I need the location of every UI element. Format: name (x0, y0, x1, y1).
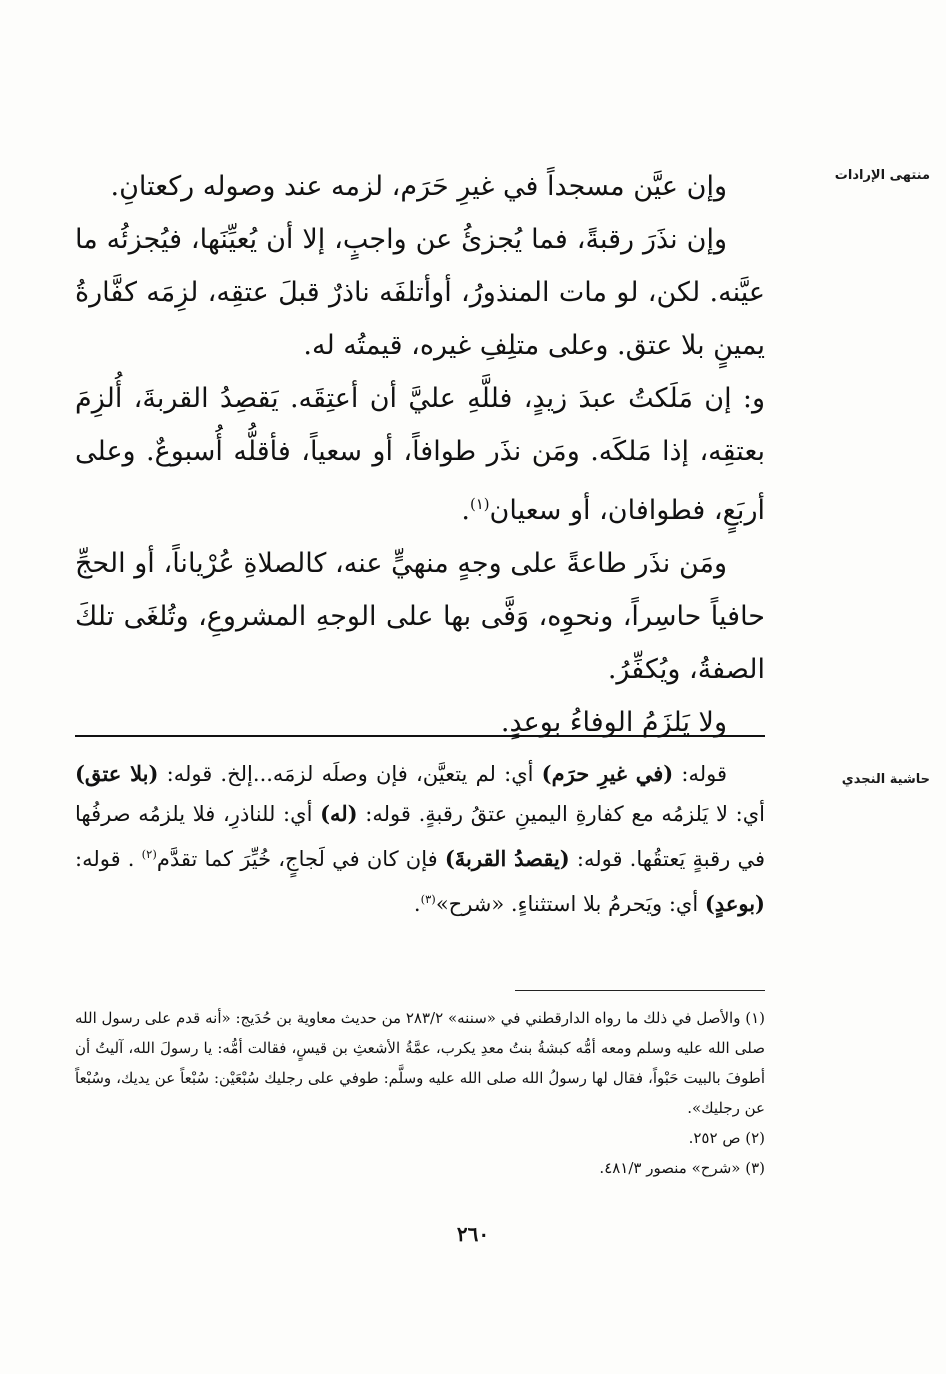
footnote-ref: (٣) (420, 892, 436, 906)
footnote: (٢) ص ٢٥٢. (688, 1129, 765, 1147)
hashiya-text: أي: لا يَلزمُه مع كفارةِ اليمينِ عتقُ رقبةٍ. قوله: (357, 802, 765, 826)
section-divider (75, 735, 765, 737)
main-paragraph: ومَن نذَر طاعةً على وجهٍ منهيٍّ عنه، كالصلاةِ عُرْياناً، أو الحجِّ حافياً حاسِراً، ونحوِه، وَفَّى بها على الوجهِ المشروعِ، وتُلغَى تلكَ الصفةُ، ويُكفِّرُ. (75, 548, 765, 685)
page-number: ٢٦٠ (456, 1222, 490, 1246)
hashiya-text: . (413, 892, 421, 916)
main-paragraph: ولا يَلزَمُ الوفاءُ بوعدٍ. (500, 707, 727, 738)
hashiya-text: قوله: (673, 762, 728, 786)
margin-label-hashiya: حاشية النجدي (841, 772, 930, 787)
footnote-divider (515, 990, 765, 991)
hashiya-text: . قوله: (75, 847, 142, 871)
main-paragraph: وإن عيَّن مسجداً في غيرِ حَرَم، لزمه عند وصوله ركعتانِ. (110, 171, 727, 202)
main-paragraph-text: و: إن مَلَكتُ عبدَ زيدٍ، فللَّهِ عليَّ أن أعتِقَه. يَقصِدُ القربةَ، أُلزِمَ بعتقِه، إذا مَلكَه. ومَن نذَر طوافاً، أو سعياً، فأقلُّه أُسبوعٌ. وعلى أربَعٍ، فطوافان، أو سعيان (75, 383, 765, 526)
hashiya-quote: (بوعدٍ) (704, 891, 765, 916)
hashiya-text: أي: للناذرِ، فلا يلزمُه صرفُها في رقبةٍ يَعتقُها. قوله: (75, 802, 765, 871)
hashiya-paragraph (75, 754, 765, 924)
footnote: (٣) «شرح» منصور ٤٨١/٣. (599, 1159, 765, 1177)
hashiya-quote: (يقصدُ القربةَ) (444, 846, 570, 871)
main-paragraph: و: إن مَلَكتُ عبدَ زيدٍ، فللَّهِ عليَّ أن أعتِقَه. يَقصِدُ القربةَ، أُلزِمَ بعتقِه، إذا مَلكَه. ومَن نذَر طوافاً، أو سعياً، فأقلُّه أُسبوعٌ. وعلى أربَعٍ، فطوافان، أو سعيان$^{(١)}$. (75, 383, 765, 526)
hashiya-text: أي: لم يتعيَّن، فإن وصلَه لزمَه...إلخ. قوله: (158, 762, 542, 786)
hashiya-text: فإن كان في لَجاجٍ، خُيِّرَ كما تقدَّم (156, 847, 445, 871)
margin-label-main: منتهى الإرادات (834, 168, 930, 183)
hashiya-quote: (بلا عتق) (75, 761, 159, 786)
footnote-ref: (٢) (141, 847, 157, 861)
hashiya-block (75, 754, 765, 924)
main-text-block (75, 160, 765, 749)
hashiya-quote: (له) (320, 801, 358, 826)
footnotes-block (75, 1003, 765, 1183)
hashiya-text: أي: ويَحرمُ بلا استثناءٍ. «شرح» (435, 892, 705, 916)
main-paragraph: وإن نذَرَ رقبةً، فما يُجزئُ عن واجبٍ، إلا أن يُعيِّنَها، فيُجزئُه ما عيَّنه. لكن، لو مات المنذورُ، أوأتلفَه ناذرٌ قبلَ عتقِه، لزِمَه كفَّارةُ يمينٍ بلا عتق. وعلى متلِفِ غيره، قيمتُه له. (75, 224, 765, 361)
footnote-ref: (١) (469, 495, 490, 513)
footnote: (١) والأصل في ذلك ما رواه الدارقطني في «سننه» ٢٨٣/٢ من حديث معاوية بن حُدَيج: «أنه قدم على رسول الله صلى الله عليه وسلم ومعه أمُّه كبشةُ بنتُ معدِ يكرب، عمَّةُ الأشعثِ بن قيسٍ، فقالت أمُّه: يا رسولَ الله، آليتُ أن أطوفَ بالبيت حَبْواً، فقال لها رسولُ الله صلى الله عليه وسلَّم: طوفي على رجليك سُبْعَيْن: سُبْعاً عن يديك، وسُبْعاً عن رجليك». (75, 1009, 765, 1117)
hashiya-quote: (في غيرِ حرَم) (541, 761, 674, 786)
